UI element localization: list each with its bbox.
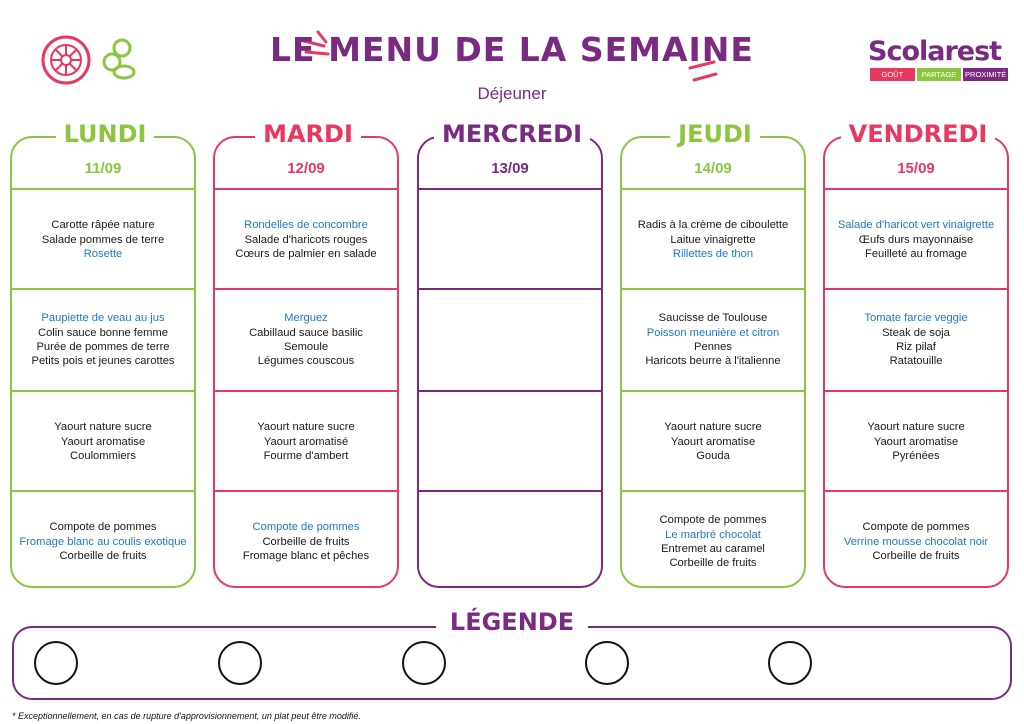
menu-item: Légumes couscous (257, 355, 355, 368)
menu-item: Compote de pommes (862, 521, 970, 534)
day-date: 12/09 (287, 160, 325, 177)
menu-item: Colin sauce bonne femme (38, 326, 168, 339)
day-date: 11/09 (84, 160, 122, 177)
day-column-mardi (213, 118, 403, 592)
menu-item: Yaourt aromatisé (263, 435, 349, 448)
tag-2: PARTAGE (917, 68, 962, 81)
menu-item: Yaourt nature sucre (664, 421, 762, 434)
course-block (823, 392, 1009, 492)
menu-item: Compote de pommes (252, 521, 360, 534)
menu-item: Œufs durs mayonnaise (858, 233, 974, 246)
course-block (620, 492, 806, 592)
menu-item: Laitue vinaigrette (670, 233, 756, 246)
legend-slot (34, 641, 78, 685)
day-name: VENDREDI (823, 120, 1013, 148)
menu-item: Feuilleté au fromage (865, 248, 967, 261)
menu-item: Corbeille de fruits (59, 550, 147, 563)
course-block (417, 290, 603, 390)
menu-item: Steak de soja (882, 326, 950, 339)
day-date: 15/09 (897, 160, 935, 177)
menu-item: Yaourt nature sucre (867, 421, 965, 434)
legend-slot (402, 641, 446, 685)
menu-item: Purée de pommes de terre (36, 341, 170, 353)
menu-item: Gouda (696, 450, 730, 463)
page-subtitle: Déjeuner (477, 84, 547, 103)
day-column-jeudi (620, 118, 810, 592)
course-block (213, 290, 399, 390)
menu-item: Rosette (83, 248, 123, 261)
menu-item: Cabillaud sauce basilic (249, 326, 363, 339)
menu-item: Yaourt aromatise (60, 435, 146, 448)
menu-item: Poisson meunière et citron (646, 326, 780, 339)
course-block (213, 190, 399, 290)
menu-item: Yaourt aromatise (873, 435, 959, 448)
page-title: LE MENU DE LA SEMAINE (270, 30, 754, 69)
menu-item: Pennes (694, 341, 732, 353)
menu-item: Radis à la crème de ciboulette (637, 219, 789, 232)
brand-logo: Scolarest (868, 36, 1002, 67)
menu-item: Ratatouille (889, 355, 943, 368)
day-date: 13/09 (491, 160, 529, 177)
menu-item: Compote de pommes (659, 514, 767, 527)
course-block (213, 392, 399, 492)
menu-item: Fourme d'ambert (263, 450, 349, 463)
course-block (823, 290, 1009, 390)
course-block (620, 290, 806, 390)
menu-item: Entremet au caramel (661, 543, 765, 555)
menu-item: Compote de pommes (49, 521, 157, 534)
course-block (823, 492, 1009, 592)
course-block (10, 492, 196, 592)
day-column-mercredi (417, 118, 607, 592)
day-name: MERCREDI (417, 120, 607, 148)
menu-item: Fromage blanc et pêches (242, 550, 370, 563)
menu-item: Rondelles de concombre (244, 219, 368, 232)
brand-tagline (870, 68, 1008, 81)
tag-1: GOÛT (870, 68, 915, 81)
course-block (417, 392, 603, 492)
menu-item: Salade pommes de terre (41, 233, 165, 246)
menu-item: Corbeille de fruits (262, 535, 350, 548)
day-column-vendredi (823, 118, 1013, 592)
menu-item: Rillettes de thon (672, 248, 754, 261)
menu-item: Yaourt nature sucre (257, 421, 355, 434)
course-block (10, 290, 196, 390)
course-block (620, 190, 806, 290)
course-block (10, 392, 196, 492)
menu-item: Semoule (283, 341, 329, 353)
menu-item: Tomate farcie veggie (864, 312, 968, 325)
day-name: LUNDI (10, 120, 200, 148)
menu-item: Haricots beurre à l'italienne (645, 355, 781, 368)
day-name: JEUDI (620, 120, 810, 148)
course-block (10, 190, 196, 290)
day-column-lundi (10, 118, 200, 592)
menu-item: Petits pois et jeunes carottes (31, 355, 175, 368)
menu-item: Cœurs de palmier en salade (235, 248, 377, 261)
menu-item: Yaourt nature sucre (54, 421, 152, 434)
menu-item: Riz pilaf (896, 341, 936, 353)
menu-item: Merguez (284, 312, 328, 325)
course-block (823, 190, 1009, 290)
course-block (417, 190, 603, 290)
legend-slot (585, 641, 629, 685)
course-block (620, 392, 806, 492)
day-name: MARDI (213, 120, 403, 148)
menu-item: Salade d'haricots rouges (244, 233, 368, 246)
menu-item: Paupiette de veau au jus (41, 312, 165, 325)
legend-title: LÉGENDE (0, 608, 1024, 636)
menu-item: Le marbré chocolat (665, 528, 761, 541)
footnote: * Exceptionnellement, en cas de rupture d'approvisionnement, un plat peut être modifié. (12, 711, 361, 721)
menu-item: Yaourt aromatise (670, 435, 756, 448)
tag-3: PROXIMITÉ (965, 70, 1007, 79)
legend-box (12, 626, 1012, 700)
course-block (417, 492, 603, 592)
menu-item: Fromage blanc au coulis exotique (19, 535, 187, 548)
legend-slot (768, 641, 812, 685)
menu-item: Carotte râpée nature (51, 219, 155, 232)
legend-slot (218, 641, 262, 685)
day-date: 14/09 (694, 160, 732, 177)
menu-item: Corbeille de fruits (669, 557, 757, 570)
menu-item: Pyrénées (892, 450, 940, 463)
menu-item: Saucisse de Toulouse (658, 312, 768, 325)
menu-item: Verrine mousse chocolat noir (843, 535, 989, 548)
course-block (213, 492, 399, 592)
menu-item: Salade d'haricot vert vinaigrette (837, 219, 995, 232)
menu-item: Corbeille de fruits (872, 550, 960, 563)
menu-item: Coulommiers (70, 450, 136, 463)
